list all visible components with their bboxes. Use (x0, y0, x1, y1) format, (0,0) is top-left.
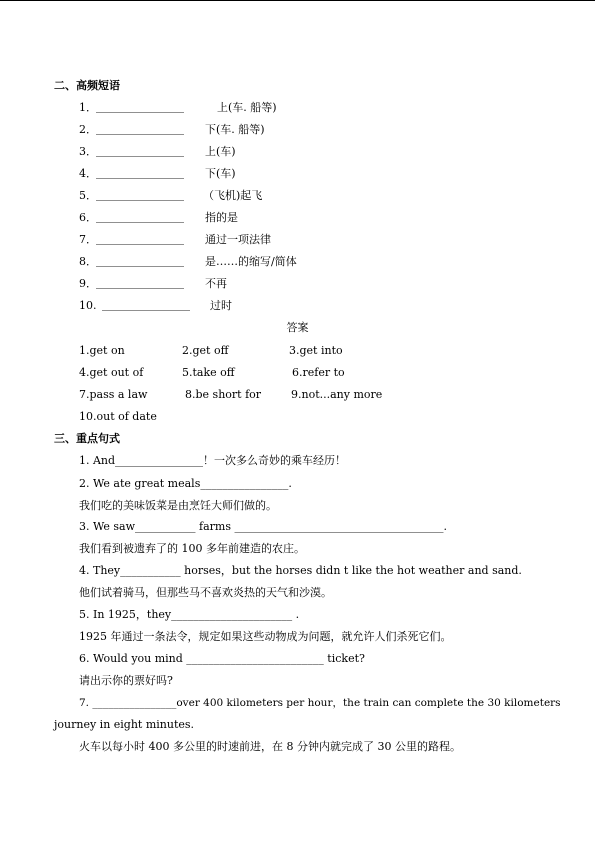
phrase-meaning: 是……的缩写/简体 (205, 255, 297, 268)
section-heading-phrases: 二、高频短语 (54, 79, 120, 92)
sentence-line: 6. Would you mind _________________________ ticket? (79, 652, 365, 665)
phrase-blank[interactable]: ________________ (96, 122, 184, 135)
sentence-translation: 火车以每小时 400 多公里的时速前进，在 8 分钟内就完成了 30 公里的路程。 (79, 740, 461, 753)
phrase-blank[interactable]: ________________ (96, 254, 184, 267)
answer-item: 1.get on (79, 344, 125, 357)
sentence-translation: 他们试着骑马，但那些马不喜欢炎热的天气和沙漠。 (79, 586, 332, 599)
phrase-number: 3． (79, 145, 97, 158)
answer-item: 5.take off (182, 366, 235, 379)
sentence-line: 7. ________________over 400 kilometers per hour，the train can complete the 30 kilometers (79, 697, 561, 709)
phrase-meaning: 过时 (210, 299, 232, 312)
phrase-meaning: 指的是 (205, 211, 238, 224)
answer-item: 10.out of date (79, 410, 157, 423)
phrase-number: 10. (79, 299, 97, 312)
phrase-meaning: 不再 (205, 277, 227, 290)
answer-item: 6.refer to (292, 366, 345, 379)
phrase-meaning: 上(车. 船等) (217, 101, 277, 114)
answer-item: 4.get out of (79, 366, 144, 379)
phrase-number: 5． (79, 189, 97, 202)
phrase-blank[interactable]: ________________ (96, 144, 184, 157)
sentence-translation: 请出示你的票好吗? (79, 674, 173, 687)
sentence-translation: 我们看到被遗弃了的 100 多年前建造的农庄。 (79, 542, 305, 555)
phrase-blank[interactable]: ________________ (96, 188, 184, 201)
answer-item: 3.get into (289, 344, 343, 357)
sentence-line: 2. We ate great meals________________. (79, 477, 292, 490)
phrase-number: 1． (79, 101, 97, 114)
sentence-translation: 1925 年通过一条法令，规定如果这些动物成为问题，就允许人们杀死它们。 (79, 630, 452, 643)
phrase-number: 7． (79, 233, 97, 246)
sentence-line: 3. We saw___________ farms ______________________________________. (79, 520, 447, 533)
answers-title: 答案 (286, 321, 309, 334)
phrase-meaning: 通过一项法律 (205, 233, 271, 246)
sentence-line-continued: journey in eight minutes. (54, 718, 195, 731)
phrase-meaning: （飞机)起飞 (203, 189, 263, 202)
phrase-meaning: 上(车) (205, 145, 236, 158)
phrase-blank[interactable]: ________________ (102, 298, 190, 311)
answer-item: 9.not...any more (291, 388, 383, 401)
answer-item: 2.get off (182, 344, 229, 357)
top-rule (0, 0, 595, 1)
phrase-meaning: 下(车) (205, 167, 236, 180)
phrase-meaning: 下(车. 船等) (205, 123, 265, 136)
phrase-number: 8． (79, 255, 97, 268)
sentence-line: 1. And________________！一次多么奇妙的乘车经历！ (79, 454, 347, 467)
phrase-blank[interactable]: ________________ (96, 210, 184, 223)
phrase-blank[interactable]: ________________ (96, 166, 184, 179)
section-heading-sentences: 三、重点句式 (54, 432, 120, 445)
phrase-number: 2． (79, 123, 97, 136)
sentence-line: 5. In 1925，they______________________ . (79, 608, 300, 621)
answer-item: 7.pass a law (79, 388, 148, 401)
sentence-line: 4. They___________ horses，but the horses didn t like the hot weather and sand. (79, 564, 522, 577)
phrase-number: 6． (79, 211, 97, 224)
sentence-translation: 我们吃的美味饭菜是由烹饪大师们做的。 (79, 499, 277, 512)
phrase-blank[interactable]: ________________ (96, 276, 184, 289)
phrase-number: 4． (79, 167, 97, 180)
answer-item: 8.be short for (185, 388, 262, 401)
phrase-blank[interactable]: ________________ (96, 100, 184, 113)
phrase-blank[interactable]: ________________ (96, 232, 184, 245)
phrase-number: 9． (79, 277, 97, 290)
